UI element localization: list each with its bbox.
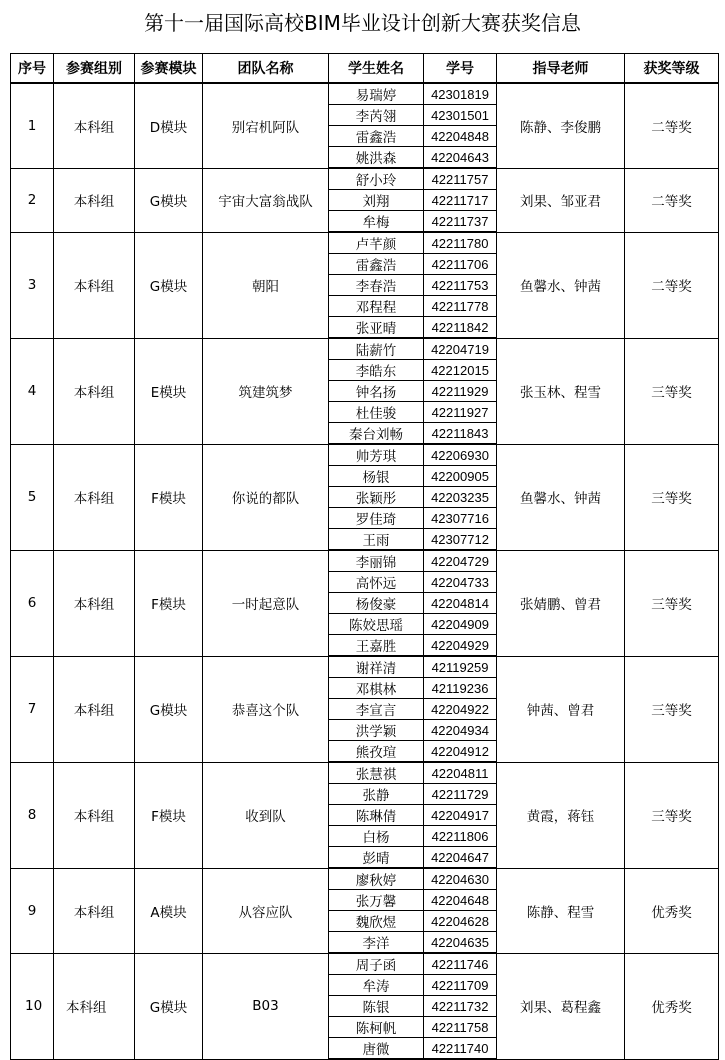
student-name: 陆薪竹 bbox=[329, 338, 424, 360]
team-group: 本科组 bbox=[54, 953, 135, 1059]
student-id: 42204628 bbox=[424, 911, 497, 932]
student-id: 42203235 bbox=[424, 487, 497, 508]
team-advisors: 鱼馨水、钟茜 bbox=[497, 232, 625, 338]
student-id: 42204909 bbox=[424, 614, 497, 635]
team-name: 从容应队 bbox=[203, 868, 329, 953]
table-row bbox=[11, 83, 719, 105]
student-id: 42204912 bbox=[424, 741, 497, 763]
student-id: 42204814 bbox=[424, 593, 497, 614]
student-id: 42204647 bbox=[424, 847, 497, 869]
header-award: 获奖等级 bbox=[625, 54, 719, 84]
team-seq: 1 bbox=[11, 83, 54, 168]
student-id: 42211927 bbox=[424, 402, 497, 423]
header-module: 参赛模块 bbox=[135, 54, 203, 84]
team-module: G模块 bbox=[135, 232, 203, 338]
student-name: 谢祥清 bbox=[329, 656, 424, 678]
student-id: 42211706 bbox=[424, 254, 497, 275]
team-group: 本科组 bbox=[54, 868, 135, 953]
student-id: 42301501 bbox=[424, 105, 497, 126]
header-group: 参赛组别 bbox=[54, 54, 135, 84]
student-id: 42200905 bbox=[424, 466, 497, 487]
student-id: 42211757 bbox=[424, 168, 497, 190]
table-row bbox=[11, 444, 719, 466]
student-id: 42119236 bbox=[424, 678, 497, 699]
student-name: 张颖彤 bbox=[329, 487, 424, 508]
team-award: 二等奖 bbox=[625, 232, 719, 338]
team-module: G模块 bbox=[135, 953, 203, 1059]
header-seq: 序号 bbox=[11, 54, 54, 84]
team-module: F模块 bbox=[135, 444, 203, 550]
team-seq: 2 bbox=[11, 168, 54, 232]
awards-table bbox=[10, 53, 719, 1060]
table-row bbox=[11, 953, 719, 975]
student-name: 舒小玲 bbox=[329, 168, 424, 190]
student-name: 陈柯帆 bbox=[329, 1017, 424, 1038]
team-seq: 10 bbox=[11, 953, 54, 1059]
student-id: 42211778 bbox=[424, 296, 497, 317]
team-award: 三等奖 bbox=[625, 338, 719, 444]
page-title: 第十一届国际高校BIM毕业设计创新大赛获奖信息 bbox=[144, 11, 581, 35]
student-name: 张万馨 bbox=[329, 890, 424, 911]
student-id: 42211746 bbox=[424, 953, 497, 975]
student-name: 杨俊豪 bbox=[329, 593, 424, 614]
team-seq: 3 bbox=[11, 232, 54, 338]
student-name: 邓棋林 bbox=[329, 678, 424, 699]
student-id: 42211929 bbox=[424, 381, 497, 402]
table-row bbox=[11, 762, 719, 784]
student-id: 42301819 bbox=[424, 83, 497, 105]
team-name: 别宕机阿队 bbox=[203, 83, 329, 168]
student-id: 42204729 bbox=[424, 550, 497, 572]
student-id: 42204733 bbox=[424, 572, 497, 593]
table-row bbox=[11, 168, 719, 190]
team-award: 三等奖 bbox=[625, 762, 719, 868]
student-id: 42211842 bbox=[424, 317, 497, 339]
team-group: 本科组 bbox=[54, 83, 135, 168]
team-name: 宇宙大富翁战队 bbox=[203, 168, 329, 232]
team-award: 优秀奖 bbox=[625, 868, 719, 953]
student-id: 42211758 bbox=[424, 1017, 497, 1038]
student-name: 彭晴 bbox=[329, 847, 424, 869]
header-advisor: 指导老师 bbox=[497, 54, 625, 84]
team-advisors: 鱼馨水、钟茜 bbox=[497, 444, 625, 550]
team-seq: 9 bbox=[11, 868, 54, 953]
team-group: 本科组 bbox=[54, 656, 135, 762]
student-id: 42204643 bbox=[424, 147, 497, 169]
team-module: D模块 bbox=[135, 83, 203, 168]
student-id: 42204848 bbox=[424, 126, 497, 147]
team-module: A模块 bbox=[135, 868, 203, 953]
team-group: 本科组 bbox=[54, 444, 135, 550]
student-name: 姚洪森 bbox=[329, 147, 424, 169]
student-name: 高怀远 bbox=[329, 572, 424, 593]
student-name: 杜佳骏 bbox=[329, 402, 424, 423]
student-name: 张亚晴 bbox=[329, 317, 424, 339]
team-name: 恭喜这个队 bbox=[203, 656, 329, 762]
team-award: 二等奖 bbox=[625, 83, 719, 168]
student-id: 42211780 bbox=[424, 232, 497, 254]
student-id: 42204719 bbox=[424, 338, 497, 360]
table-row bbox=[11, 232, 719, 254]
student-name: 周子函 bbox=[329, 953, 424, 975]
team-group: 本科组 bbox=[54, 762, 135, 868]
team-name: B03 bbox=[203, 953, 329, 1059]
student-id: 42119259 bbox=[424, 656, 497, 678]
student-id: 42206930 bbox=[424, 444, 497, 466]
student-name: 李春浩 bbox=[329, 275, 424, 296]
team-award: 三等奖 bbox=[625, 656, 719, 762]
team-advisors: 黄霞，蒋钰 bbox=[497, 762, 625, 868]
team-advisors: 陈静、李俊鹏 bbox=[497, 83, 625, 168]
team-module: G模块 bbox=[135, 656, 203, 762]
student-id: 42211732 bbox=[424, 996, 497, 1017]
student-name: 雷鑫浩 bbox=[329, 254, 424, 275]
header-row bbox=[11, 54, 719, 84]
team-name: 你说的都队 bbox=[203, 444, 329, 550]
table-row bbox=[11, 550, 719, 572]
team-group: 本科组 bbox=[54, 550, 135, 656]
student-id: 42204630 bbox=[424, 868, 497, 890]
student-name: 王雨 bbox=[329, 529, 424, 551]
table-body bbox=[11, 83, 719, 1059]
student-name: 李芮翎 bbox=[329, 105, 424, 126]
team-module: G模块 bbox=[135, 168, 203, 232]
team-advisors: 刘果、葛程鑫 bbox=[497, 953, 625, 1059]
student-id: 42307712 bbox=[424, 529, 497, 551]
team-advisors: 刘果、邹亚君 bbox=[497, 168, 625, 232]
student-name: 秦台刘畅 bbox=[329, 423, 424, 445]
student-name: 白杨 bbox=[329, 826, 424, 847]
table-row bbox=[11, 868, 719, 890]
student-name: 易瑞婷 bbox=[329, 83, 424, 105]
team-award: 二等奖 bbox=[625, 168, 719, 232]
student-name: 刘翔 bbox=[329, 190, 424, 211]
team-module: E模块 bbox=[135, 338, 203, 444]
student-name: 牟涛 bbox=[329, 975, 424, 996]
student-name: 杨银 bbox=[329, 466, 424, 487]
student-name: 雷鑫浩 bbox=[329, 126, 424, 147]
team-advisors: 陈静、程雪 bbox=[497, 868, 625, 953]
team-group: 本科组 bbox=[54, 338, 135, 444]
team-group: 本科组 bbox=[54, 168, 135, 232]
student-id: 42211806 bbox=[424, 826, 497, 847]
student-name: 洪学颖 bbox=[329, 720, 424, 741]
student-id: 42204934 bbox=[424, 720, 497, 741]
team-name: 收到队 bbox=[203, 762, 329, 868]
student-name: 陈姣思瑶 bbox=[329, 614, 424, 635]
student-id: 42211737 bbox=[424, 211, 497, 233]
team-award: 优秀奖 bbox=[625, 953, 719, 1059]
student-id: 42211717 bbox=[424, 190, 497, 211]
student-id: 42211729 bbox=[424, 784, 497, 805]
student-name: 陈琳倩 bbox=[329, 805, 424, 826]
student-name: 熊孜瑄 bbox=[329, 741, 424, 763]
student-id: 42204929 bbox=[424, 635, 497, 657]
team-award: 三等奖 bbox=[625, 550, 719, 656]
header-team: 团队名称 bbox=[203, 54, 329, 84]
student-name: 张慧祺 bbox=[329, 762, 424, 784]
student-name: 邓程程 bbox=[329, 296, 424, 317]
team-module: F模块 bbox=[135, 550, 203, 656]
table-row bbox=[11, 338, 719, 360]
student-id: 42211843 bbox=[424, 423, 497, 445]
header-student-id: 学号 bbox=[424, 54, 497, 84]
table-row bbox=[11, 656, 719, 678]
student-name: 帅芳琪 bbox=[329, 444, 424, 466]
team-seq: 8 bbox=[11, 762, 54, 868]
team-advisors: 张玉林、程雪 bbox=[497, 338, 625, 444]
student-id: 42204922 bbox=[424, 699, 497, 720]
student-name: 钟名扬 bbox=[329, 381, 424, 402]
team-seq: 7 bbox=[11, 656, 54, 762]
team-name: 一时起意队 bbox=[203, 550, 329, 656]
student-name: 魏欣煜 bbox=[329, 911, 424, 932]
team-name: 朝阳 bbox=[203, 232, 329, 338]
student-name: 李皓东 bbox=[329, 360, 424, 381]
student-id: 42212015 bbox=[424, 360, 497, 381]
student-id: 42211740 bbox=[424, 1038, 497, 1060]
student-name: 李宣言 bbox=[329, 699, 424, 720]
header-student-name: 学生姓名 bbox=[329, 54, 424, 84]
student-name: 罗佳琦 bbox=[329, 508, 424, 529]
student-id: 42211753 bbox=[424, 275, 497, 296]
student-name: 牟梅 bbox=[329, 211, 424, 233]
student-id: 42211709 bbox=[424, 975, 497, 996]
student-name: 陈银 bbox=[329, 996, 424, 1017]
student-name: 唐微 bbox=[329, 1038, 424, 1060]
student-id: 42204811 bbox=[424, 762, 497, 784]
student-id: 42307716 bbox=[424, 508, 497, 529]
team-name: 筑建筑梦 bbox=[203, 338, 329, 444]
team-advisors: 张婧鹏、曾君 bbox=[497, 550, 625, 656]
team-seq: 5 bbox=[11, 444, 54, 550]
team-module: F模块 bbox=[135, 762, 203, 868]
team-advisors: 钟茜、曾君 bbox=[497, 656, 625, 762]
student-id: 42204635 bbox=[424, 932, 497, 954]
team-group: 本科组 bbox=[54, 232, 135, 338]
team-award: 三等奖 bbox=[625, 444, 719, 550]
student-name: 李丽锦 bbox=[329, 550, 424, 572]
student-id: 42204648 bbox=[424, 890, 497, 911]
student-name: 卢芊颜 bbox=[329, 232, 424, 254]
student-name: 张静 bbox=[329, 784, 424, 805]
student-name: 王嘉胜 bbox=[329, 635, 424, 657]
student-name: 李洋 bbox=[329, 932, 424, 954]
student-name: 廖秋婷 bbox=[329, 868, 424, 890]
team-seq: 4 bbox=[11, 338, 54, 444]
student-id: 42204917 bbox=[424, 805, 497, 826]
team-seq: 6 bbox=[11, 550, 54, 656]
